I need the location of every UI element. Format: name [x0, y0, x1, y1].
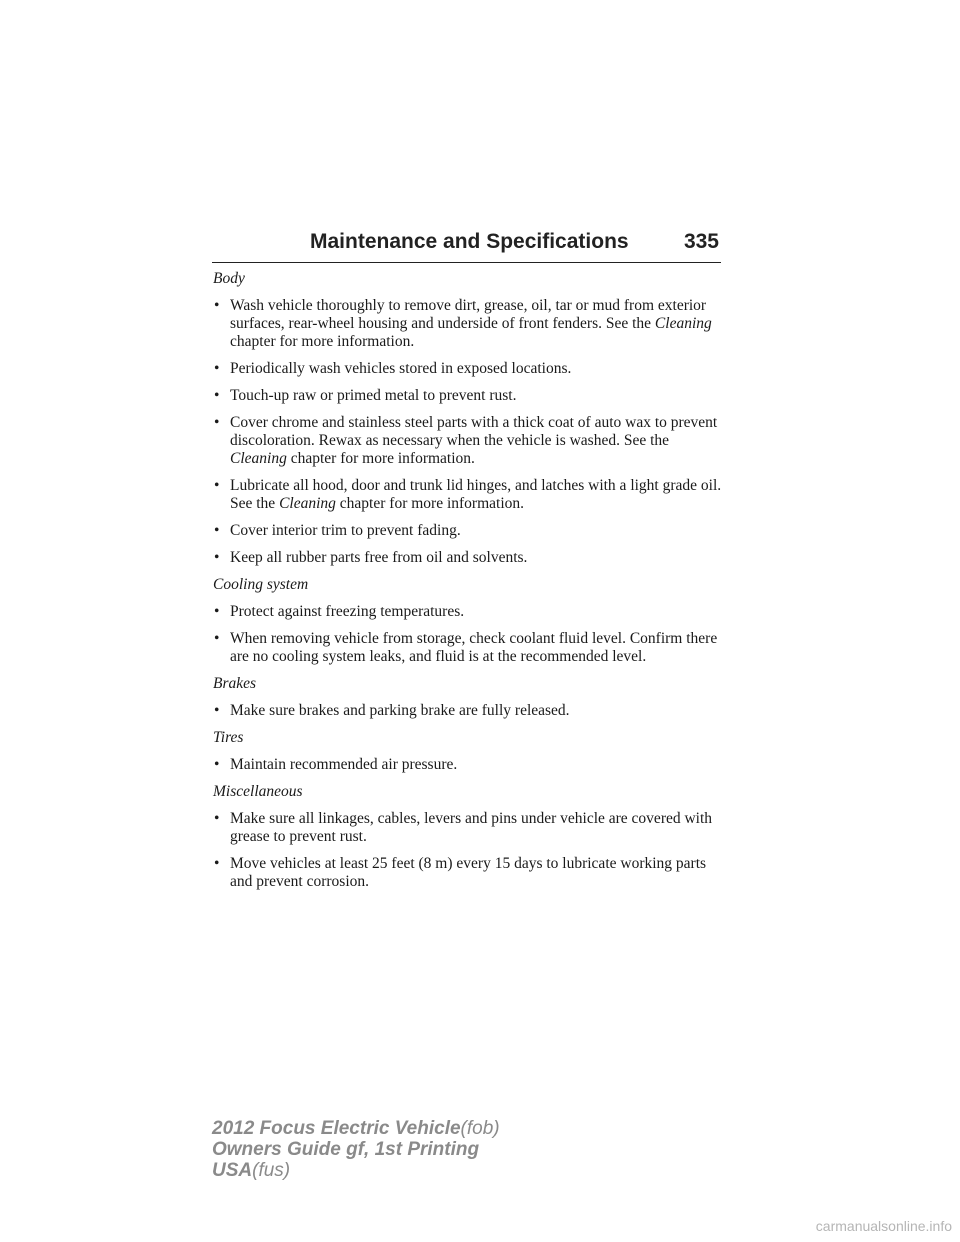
section-heading-miscellaneous: Miscellaneous [213, 783, 303, 800]
list-item: • Maintain recommended air pressure. [213, 756, 723, 774]
section-heading-brakes: Brakes [213, 675, 257, 692]
list-item: • Cover interior trim to prevent fading. [213, 522, 723, 540]
list-item: • Periodically wash vehicles stored in exposed locations. [213, 360, 723, 378]
list-item: • Move vehicles at least 25 feet (8 m) every 15 days to lubricate working parts and prevent corrosion. [213, 855, 723, 891]
cross-reference: Cleaning [654, 315, 712, 332]
chapter-title: Maintenance and Specifications [310, 230, 629, 253]
section-heading-body: Body [213, 270, 245, 287]
page-content [213, 270, 723, 900]
section-heading-tires: Tires [213, 729, 244, 746]
list-item: • Keep all rubber parts free from oil and solvents. [213, 549, 723, 567]
footer-line: Owners Guide gf, 1st Printing [212, 1139, 480, 1160]
watermark: carmanualsonline.info [815, 1218, 952, 1234]
page-number: 335 [683, 230, 719, 253]
list-item: • When removing vehicle from storage, check coolant fluid level. Confirm there are no cooling system leaks, and fluid is at the recommended level. [213, 630, 723, 666]
list-item: • Make sure brakes and parking brake are fully released. [213, 702, 723, 720]
page-header [212, 228, 721, 263]
list-item: • Touch-up raw or primed metal to prevent rust. [213, 387, 723, 405]
section-heading-cooling-system: Cooling system [213, 576, 309, 593]
cross-reference: Cleaning [279, 495, 336, 512]
list-item: • Protect against freezing temperatures. [213, 603, 723, 621]
cross-reference: Cleaning [230, 450, 287, 467]
footer-line: USA(fus) [212, 1160, 291, 1181]
list-item: • Wash vehicle thoroughly to remove dirt, grease, oil, tar or mud from exterior surfaces, rear-wheel housing and underside of front fenders. See the Cleaning chapter for more information. [213, 297, 723, 351]
list-item: • Cover chrome and stainless steel parts with a thick coat of auto wax to prevent discoloration. Rewax as necessary when the vehicle is washed. See the Cleaning chapter for more information. [213, 414, 723, 468]
list-item: • Make sure all linkages, cables, levers and pins under vehicle are covered with grease to prevent rust. [213, 810, 723, 846]
footer-line: 2012 Focus Electric Vehicle(fob) [212, 1118, 500, 1139]
document-footer [212, 1118, 500, 1181]
list-item: • Lubricate all hood, door and trunk lid hinges, and latches with a light grade oil. See the Cleaning chapter for more information. [213, 477, 723, 513]
